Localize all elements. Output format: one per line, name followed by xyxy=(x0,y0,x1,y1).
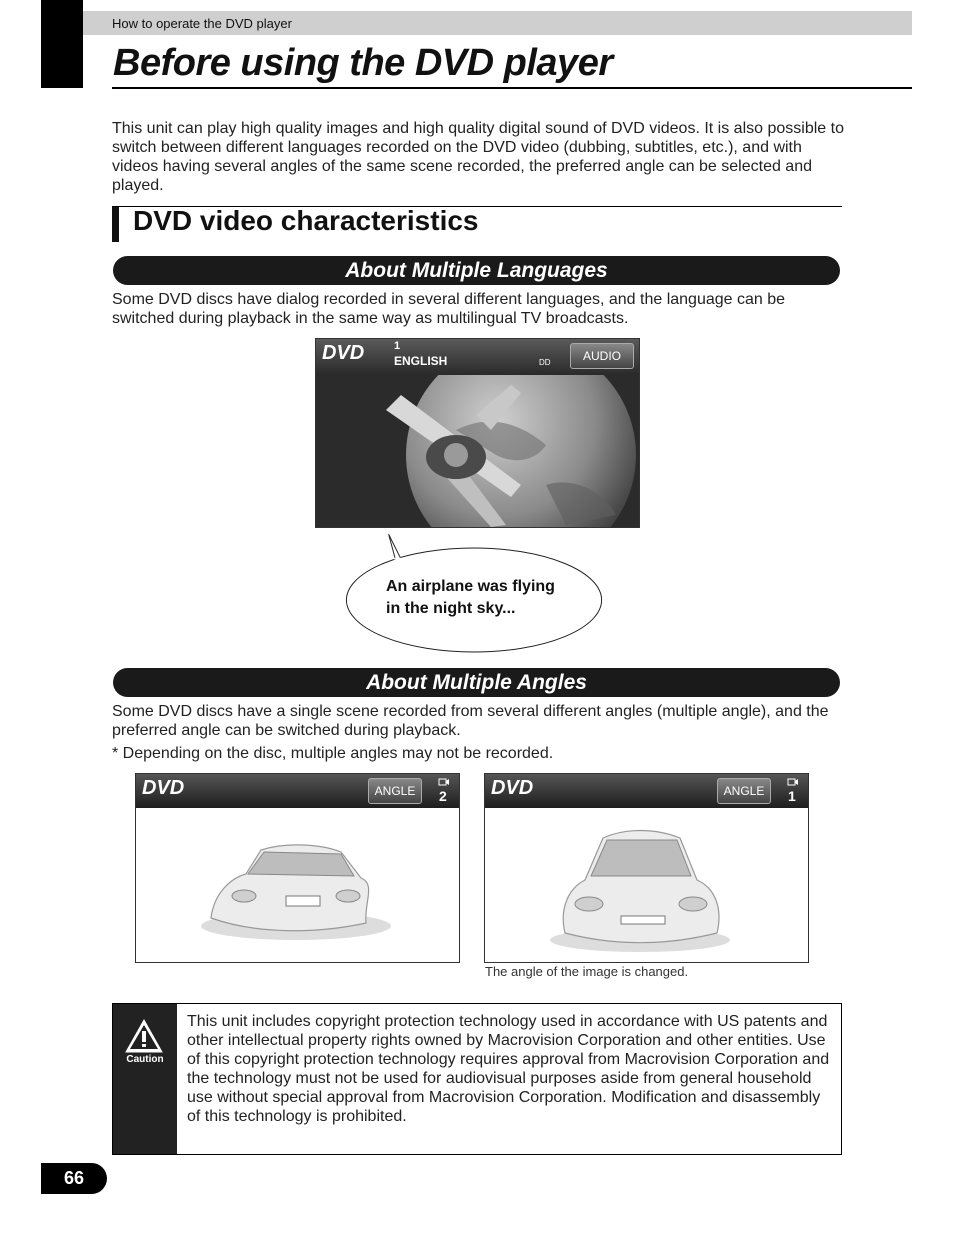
dolby-digital-icon: DD xyxy=(539,358,551,367)
camera-icon xyxy=(787,776,799,786)
angle-number: 2 xyxy=(439,788,447,804)
page-number: 66 xyxy=(41,1163,107,1194)
angle-number: 1 xyxy=(788,788,796,804)
languages-description: Some DVD discs have dialog recorded in several different languages, and the language can be switched during playback in the same way as multilingual TV broadcasts. xyxy=(112,291,786,327)
dvd-logo: DVD xyxy=(142,777,185,799)
title-rule xyxy=(112,87,912,89)
camera-icon xyxy=(438,776,450,786)
dvd-logo: DVD xyxy=(491,777,534,799)
languages-heading: About Multiple Languages xyxy=(113,256,840,285)
running-header: How to operate the DVD player xyxy=(112,16,292,31)
speech-bubble-text xyxy=(386,576,555,620)
audio-language: ENGLISH xyxy=(394,354,448,368)
screen-top-bar xyxy=(316,339,639,375)
angles-heading: About Multiple Angles xyxy=(113,668,840,697)
car-image-angle-1 xyxy=(485,808,808,962)
angles-description: Some DVD discs have a single scene recorded from several different angles (multiple angle), and the preferred angle can be switched during playback. xyxy=(112,703,829,739)
audio-track-number: 1 xyxy=(394,340,401,352)
angles-note: * Depending on the disc, multiple angles may not be recorded. xyxy=(112,745,554,762)
section-marker xyxy=(112,207,119,242)
audio-button[interactable]: AUDIO xyxy=(570,343,634,369)
intro-paragraph: This unit can play high quality images and high quality digital sound of DVD videos. It is also possible to switch between different languages recorded on the DVD video (dubbing, subtitles, etc.), and with videos having several angles of the same scene recorded, the preferred angle can be selected and played. xyxy=(112,120,844,194)
dvd-logo: DVD xyxy=(322,342,365,364)
screen-top-bar xyxy=(136,774,459,808)
dvd-language-screen xyxy=(315,338,640,528)
caution-text: This unit includes copyright protection technology used in accordance with US patents and other intellectual property rights owned by Macrovision Corporation and other entities. Use of this copyright protection technology requires approval from Macrovision Corporation and the technology must not be used for audiovisual purposes aside from general household use without special approval from Macrovision Corporation. Modification and disassembly of this technology is prohibited. xyxy=(187,1013,830,1125)
warning-icon xyxy=(124,1018,164,1054)
bubble-line-1: An airplane was flying xyxy=(386,578,555,595)
dvd-angle-screen-1 xyxy=(484,773,809,963)
airplane-scene-image xyxy=(316,375,639,527)
angle-button[interactable]: ANGLE xyxy=(368,778,422,804)
screen-top-bar xyxy=(485,774,808,808)
car-image-angle-2 xyxy=(136,808,459,962)
section-title: DVD video characteristics xyxy=(133,205,479,236)
page-title: Before using the DVD player xyxy=(113,42,613,84)
dvd-angle-screen-2 xyxy=(135,773,460,963)
angle-button[interactable]: ANGLE xyxy=(717,778,771,804)
angle-caption: The angle of the image is changed. xyxy=(485,964,689,979)
bubble-line-2: in the night sky... xyxy=(386,600,516,617)
chapter-tab xyxy=(41,0,83,88)
caution-label: Caution xyxy=(126,1054,164,1065)
